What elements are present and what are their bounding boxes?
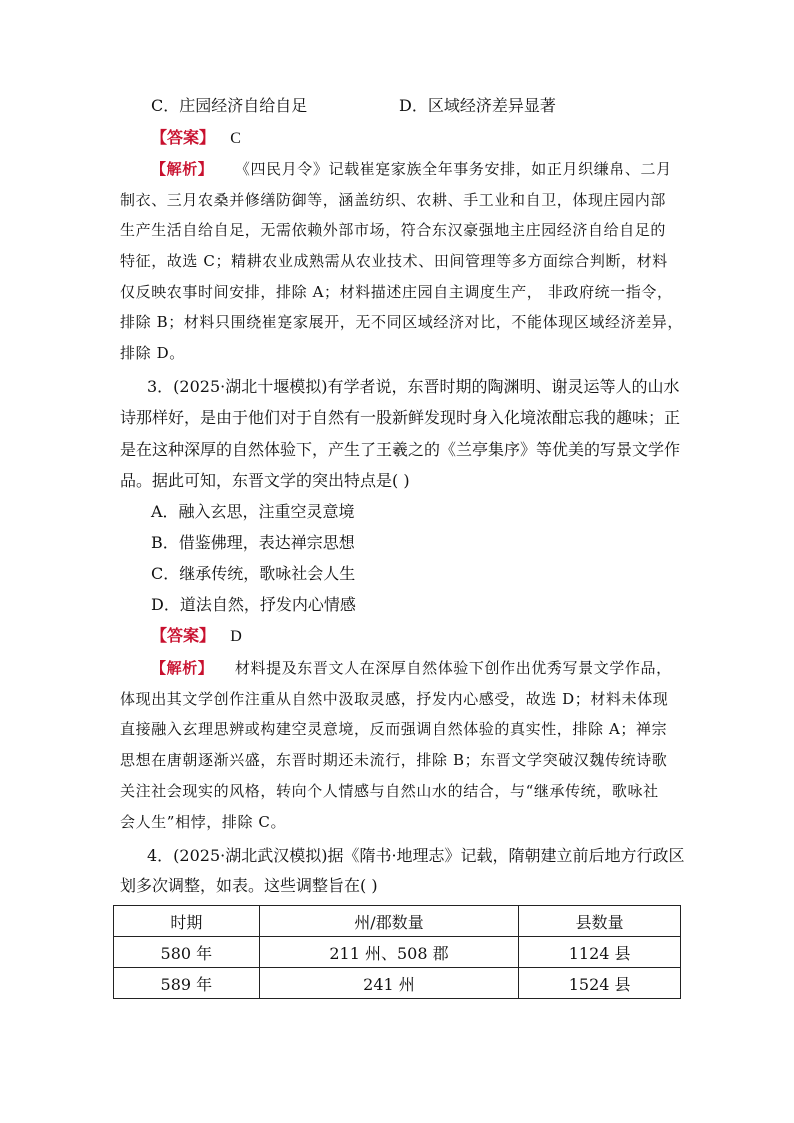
q2-analysis-line-7: 排除 D。 bbox=[120, 344, 185, 362]
answer-value: C bbox=[230, 130, 241, 147]
table-cell: 580 年 bbox=[114, 937, 260, 968]
q3-analysis-line-5: 关注社会现实的风格，转向个人情感与自然山水的结合，与“继承传统，歌咏社 bbox=[120, 782, 659, 800]
q3-stem-line-2: 诗那样好，是由于他们对于自然有一股新鲜发现时身入化境浓酣忘我的趣味；正 bbox=[120, 408, 681, 427]
q2-analysis-line-4: 特征，故选 C；精耕农业成熟需从农业技术、田间管理等多方面综合判断，材料 bbox=[120, 252, 668, 270]
q2-analysis-line-6: 排除 B；材料只围绕崔寔家展开，无不同区域经济对比，不能体现区域经济差异， bbox=[120, 313, 683, 331]
table-header-cell: 县数量 bbox=[519, 906, 681, 937]
table-cell: 589 年 bbox=[114, 968, 260, 999]
table-row bbox=[114, 968, 681, 999]
table-header-cell: 时期 bbox=[114, 906, 260, 937]
q3-stem-line-1: 3．(2025·湖北十堰模拟)有学者说，东晋时期的陶渊明、谢灵运等人的山水 bbox=[147, 377, 680, 396]
q2-option-c: C．庄园经济自给自足 bbox=[151, 96, 308, 115]
answer-value: D bbox=[230, 628, 242, 645]
table-cell: 241 州 bbox=[259, 968, 519, 999]
analysis-tag: 【解析】 bbox=[151, 659, 214, 677]
answer-tag: 【答案】 bbox=[151, 128, 216, 147]
table-cell: 211 州、508 郡 bbox=[259, 937, 519, 968]
q3-answer bbox=[151, 626, 242, 647]
answer-tag: 【答案】 bbox=[151, 626, 216, 645]
q2-option-d: D．区域经济差异显著 bbox=[399, 96, 556, 115]
table-header-cell: 州/郡数量 bbox=[259, 906, 519, 937]
q2-analysis-line-1: 【解析】 《四民月令》记载崔寔家族全年事务安排，如正月织缣帛、二月 bbox=[151, 160, 672, 178]
analysis-tag: 【解析】 bbox=[151, 160, 214, 178]
table-cell: 1124 县 bbox=[519, 937, 681, 968]
q2-analysis-line-3: 生产生活自给自足，无需依赖外部市场，符合东汉豪强地主庄园经济自给自足的 bbox=[120, 221, 667, 239]
table-row bbox=[114, 937, 681, 968]
q3-option-a: A．融入玄思，注重空灵意境 bbox=[151, 502, 355, 521]
q3-option-b: B．借鉴佛理，表达禅宗思想 bbox=[151, 533, 355, 552]
q3-analysis-line-6: 会人生”相悖，排除 C。 bbox=[120, 813, 287, 831]
q4-stem-line-2: 划多次调整，如表。这些调整旨在( ) bbox=[120, 876, 378, 895]
q2-answer bbox=[151, 128, 241, 149]
q3-analysis-line-4: 思想在唐朝逐渐兴盛，东晋时期还未流行，排除 B；东晋文学突破汉魏传统诗歌 bbox=[120, 751, 668, 769]
q3-analysis-line-2: 体现出其文学创作注重从自然中汲取灵感，抒发内心感受，故选 D；材料未体现 bbox=[120, 690, 669, 708]
q2-analysis-line-2: 制衣、三月农桑并修缮防御等，涵盖纺织、农耕、手工业和自卫，体现庄园内部 bbox=[120, 191, 667, 209]
q3-stem-line-3: 是在这种深厚的自然体验下，产生了王羲之的《兰亭集序》等优美的写景文学作 bbox=[120, 440, 681, 459]
q2-analysis-line-5: 仅反映农事时间安排，排除 A；材料描述庄园自主调度生产， 非政府统一指令， bbox=[120, 283, 673, 301]
q3-stem-line-4: 品。据此可知，东晋文学的突出特点是( ) bbox=[120, 471, 410, 490]
table-header-row bbox=[114, 906, 681, 937]
q3-option-d: D．道法自然，抒发内心情感 bbox=[151, 595, 356, 614]
q4-data-table bbox=[113, 905, 681, 999]
q3-analysis-line-3: 直接融入玄理思辨或构建空灵意境，反而强调自然体验的真实性，排除 A；禅宗 bbox=[120, 720, 668, 738]
q3-option-c: C．继承传统，歌咏社会人生 bbox=[151, 564, 356, 583]
table-cell: 1524 县 bbox=[519, 968, 681, 999]
q4-stem-line-1: 4．(2025·湖北武汉模拟)据《隋书·地理志》记载，隋朝建立前后地方行政区 bbox=[147, 846, 685, 865]
q3-analysis-line-1: 【解析】 材料提及东晋文人在深厚自然体验下创作出优秀写景文学作品， bbox=[151, 659, 672, 677]
